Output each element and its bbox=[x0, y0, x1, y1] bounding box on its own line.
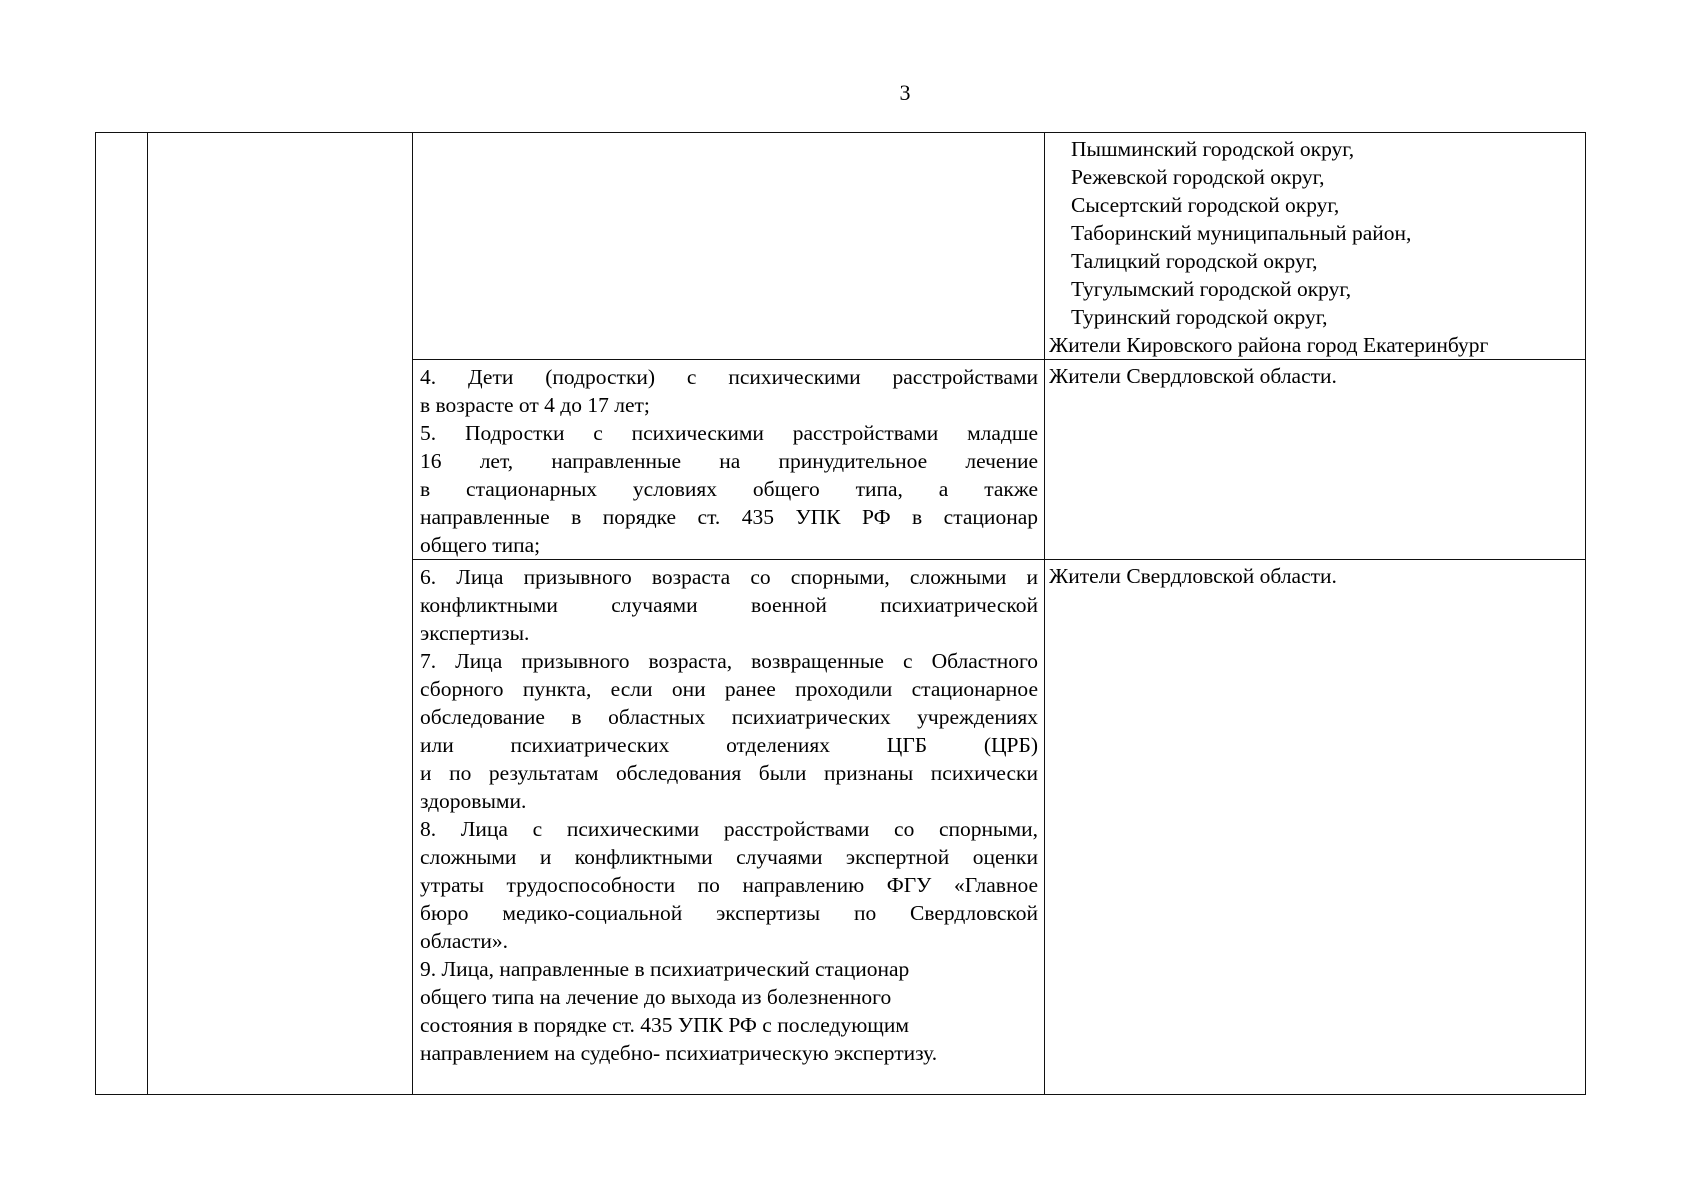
category-line: утраты трудоспособности по направлению ФГУ «Главное bbox=[420, 873, 1038, 897]
empty-number-cell bbox=[96, 133, 148, 1095]
district-line: Туринский городской округ, bbox=[1071, 305, 1328, 329]
district-line: Талицкий городской округ, bbox=[1071, 249, 1318, 273]
category-line: в стационарных условиях общего типа, а также bbox=[420, 477, 1038, 501]
category-line: 16 лет, направленные на принудительное лечение bbox=[420, 449, 1038, 473]
category-line: здоровыми. bbox=[420, 789, 527, 813]
category-line: области». bbox=[420, 929, 508, 953]
category-line: конфликтными случаями военной психиатрической bbox=[420, 593, 1038, 617]
category-line: 6. Лица призывного возраста со спорными, сложными и bbox=[420, 565, 1038, 589]
category-line: в возрасте от 4 до 17 лет; bbox=[420, 393, 650, 417]
category-line: 4. Дети (подростки) с психическими расстройствами bbox=[420, 365, 1038, 389]
category-cell bbox=[413, 560, 1045, 1095]
district-line: Пышминский городской округ, bbox=[1071, 137, 1355, 161]
residents-text: Жители Свердловской области. bbox=[1049, 564, 1337, 588]
districts-cell bbox=[1045, 133, 1586, 360]
empty-category-cell bbox=[413, 133, 1045, 360]
empty-institution-cell bbox=[148, 133, 413, 1095]
table-row bbox=[96, 133, 1586, 360]
kirovsky-residents-line: Жители Кировского района город Екатеринбург bbox=[1049, 333, 1489, 357]
category-line: или психиатрических отделениях ЦГБ (ЦРБ) bbox=[420, 733, 1038, 757]
residents-cell bbox=[1045, 360, 1586, 560]
category-cell bbox=[413, 360, 1045, 560]
category-line: общего типа; bbox=[420, 533, 541, 557]
residents-text: Жители Свердловской области. bbox=[1049, 364, 1337, 388]
category-line: 5. Подростки с психическими расстройствами младше bbox=[420, 421, 1038, 445]
category-line: и по результатам обследования были признаны психически bbox=[420, 761, 1038, 785]
category-line: сборного пункта, если они ранее проходили стационарное bbox=[420, 677, 1038, 701]
category-line: 8. Лица с психическими расстройствами со спорными, bbox=[420, 817, 1038, 841]
category-line: обследование в областных психиатрических учреждениях bbox=[420, 705, 1038, 729]
category-line: бюро медико-социальной экспертизы по Свердловской bbox=[420, 901, 1038, 925]
category-line: 7. Лица призывного возраста, возвращенные с Областного bbox=[420, 649, 1038, 673]
category-line: направлением на судебно- психиатрическую экспертизу. bbox=[420, 1041, 938, 1065]
district-line: Режевской городской округ, bbox=[1071, 165, 1325, 189]
category-line: общего типа на лечение до выхода из болезненного bbox=[420, 985, 892, 1009]
category-line: экспертизы. bbox=[420, 621, 530, 645]
district-line: Сысертский городской округ, bbox=[1071, 193, 1340, 217]
district-line: Таборинский муниципальный район, bbox=[1071, 221, 1412, 245]
category-line: сложными и конфликтными случаями экспертной оценки bbox=[420, 845, 1038, 869]
page-number: 3 bbox=[899, 80, 911, 105]
document-table bbox=[95, 132, 1586, 1095]
category-line: состояния в порядке ст. 435 УПК РФ с последующим bbox=[420, 1013, 909, 1037]
residents-cell bbox=[1045, 560, 1586, 1095]
category-line: 9. Лица, направленные в психиатрический стационар bbox=[420, 957, 910, 981]
category-line: направленные в порядке ст. 435 УПК РФ в стационар bbox=[420, 505, 1038, 529]
district-line: Тугулымский городской округ, bbox=[1071, 277, 1352, 301]
